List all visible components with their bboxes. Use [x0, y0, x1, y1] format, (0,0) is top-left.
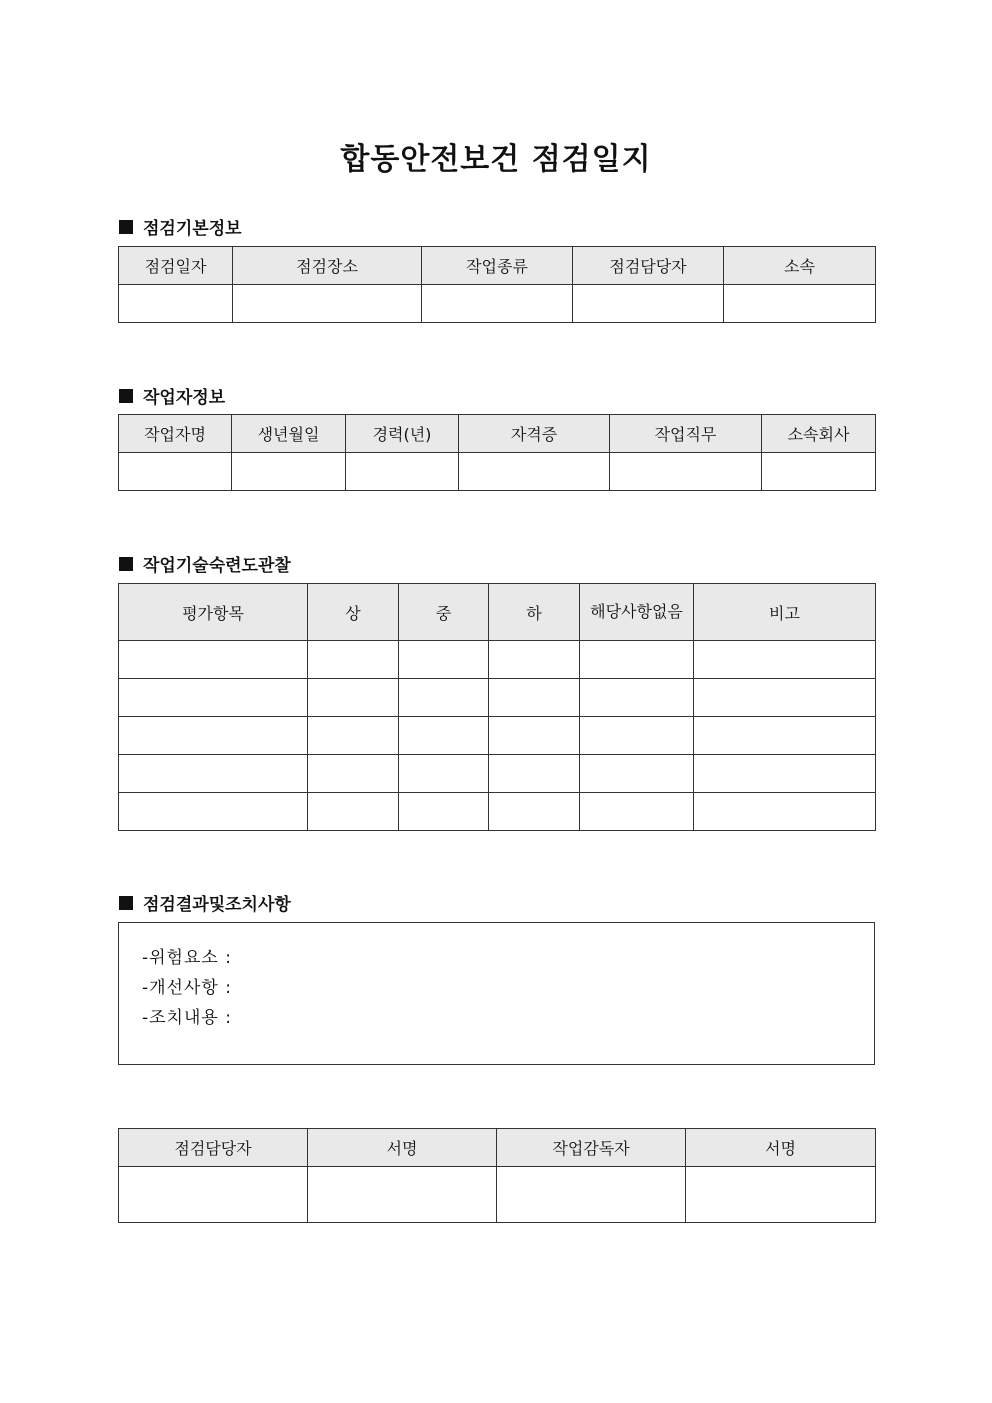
section-heading-results: [119, 890, 291, 915]
input-cell[interactable]: [119, 793, 308, 831]
input-cell[interactable]: [308, 641, 399, 679]
input-cell-work-type[interactable]: [422, 285, 573, 323]
section-heading-basic-info: [119, 214, 242, 239]
action-line: -조치내용 :: [142, 1008, 232, 1028]
header-cell: 작업직무: [610, 415, 762, 453]
input-cell[interactable]: [580, 717, 694, 755]
input-cell-date[interactable]: [119, 285, 233, 323]
input-cell-inspector[interactable]: [573, 285, 724, 323]
table-row: [119, 453, 876, 491]
input-cell-location[interactable]: [233, 285, 422, 323]
input-cell[interactable]: [580, 755, 694, 793]
header-cell: 생년월일: [232, 415, 346, 453]
input-cell[interactable]: [308, 717, 399, 755]
input-cell[interactable]: [580, 793, 694, 831]
table-row: [119, 641, 876, 679]
section-title: 점검결과및조치사항: [143, 895, 291, 915]
input-cell[interactable]: [580, 679, 694, 717]
basic-info-table: [118, 246, 876, 323]
square-bullet-icon: [119, 896, 133, 910]
results-textbox[interactable]: [118, 922, 875, 1065]
section-title: 작업기술숙련도관찰: [143, 556, 291, 576]
input-cell[interactable]: [459, 453, 610, 491]
input-cell[interactable]: [489, 755, 580, 793]
supervisor-name-cell[interactable]: [497, 1167, 686, 1223]
square-bullet-icon: [119, 389, 133, 403]
input-cell[interactable]: [119, 755, 308, 793]
header-cell: 중: [399, 584, 489, 641]
input-cell[interactable]: [694, 755, 876, 793]
section-heading-skill-observation: [119, 551, 291, 576]
header-cell: 작업자명: [119, 415, 232, 453]
table-row: [119, 285, 876, 323]
header-cell: 경력(년): [346, 415, 459, 453]
risk-factor-line: -위험요소 :: [142, 948, 232, 968]
improvement-line: -개선사항 :: [142, 978, 232, 998]
input-cell-affiliation[interactable]: [724, 285, 876, 323]
square-bullet-icon: [119, 557, 133, 571]
header-cell: 상: [308, 584, 399, 641]
header-cell: 자격증: [459, 415, 610, 453]
input-cell[interactable]: [119, 717, 308, 755]
section-title: 작업자정보: [143, 388, 226, 408]
table-row: [119, 793, 876, 831]
input-cell[interactable]: [399, 679, 489, 717]
input-cell[interactable]: [399, 755, 489, 793]
table-row: [119, 1167, 876, 1223]
input-cell[interactable]: [119, 453, 232, 491]
header-cell: 하: [489, 584, 580, 641]
input-cell[interactable]: [694, 679, 876, 717]
header-cell: 평가항목: [119, 584, 308, 641]
input-cell[interactable]: [489, 717, 580, 755]
header-cell: 작업감독자: [497, 1129, 686, 1167]
header-cell: 점검담당자: [119, 1129, 308, 1167]
header-cell: 소속회사: [762, 415, 876, 453]
header-cell: 해당사항없음: [580, 584, 694, 641]
header-cell: 비고: [694, 584, 876, 641]
input-cell[interactable]: [580, 641, 694, 679]
header-cell: 점검장소: [233, 247, 422, 285]
worker-info-table: [118, 414, 876, 491]
inspector-signature-cell[interactable]: [308, 1167, 497, 1223]
signature-table: [118, 1128, 876, 1223]
input-cell[interactable]: [399, 717, 489, 755]
header-row: [119, 247, 876, 285]
input-cell[interactable]: [489, 641, 580, 679]
input-cell[interactable]: [399, 641, 489, 679]
input-cell[interactable]: [694, 641, 876, 679]
section-heading-worker-info: [119, 383, 225, 408]
input-cell[interactable]: [308, 755, 399, 793]
input-cell[interactable]: [610, 453, 762, 491]
table-row: [119, 679, 876, 717]
input-cell[interactable]: [119, 641, 308, 679]
section-title: 점검기본정보: [143, 219, 242, 239]
header-cell: 점검일자: [119, 247, 233, 285]
header-row: [119, 1129, 876, 1167]
inspector-name-cell[interactable]: [119, 1167, 308, 1223]
input-cell[interactable]: [762, 453, 876, 491]
supervisor-signature-cell[interactable]: [686, 1167, 876, 1223]
input-cell[interactable]: [232, 453, 346, 491]
header-cell: 서명: [308, 1129, 497, 1167]
skill-observation-table: [118, 583, 876, 831]
table-row: [119, 717, 876, 755]
input-cell[interactable]: [489, 793, 580, 831]
input-cell[interactable]: [399, 793, 489, 831]
header-row: [119, 584, 876, 641]
header-row: [119, 415, 876, 453]
header-cell: 작업종류: [422, 247, 573, 285]
input-cell[interactable]: [308, 793, 399, 831]
input-cell[interactable]: [694, 717, 876, 755]
table-row: [119, 755, 876, 793]
header-cell: 소속: [724, 247, 876, 285]
header-cell: 점검담당자: [573, 247, 724, 285]
input-cell[interactable]: [308, 679, 399, 717]
header-cell: 서명: [686, 1129, 876, 1167]
input-cell[interactable]: [119, 679, 308, 717]
input-cell[interactable]: [694, 793, 876, 831]
square-bullet-icon: [119, 220, 133, 234]
input-cell[interactable]: [346, 453, 459, 491]
document-title: 합동안전보건 점검일지: [340, 142, 652, 177]
input-cell[interactable]: [489, 679, 580, 717]
